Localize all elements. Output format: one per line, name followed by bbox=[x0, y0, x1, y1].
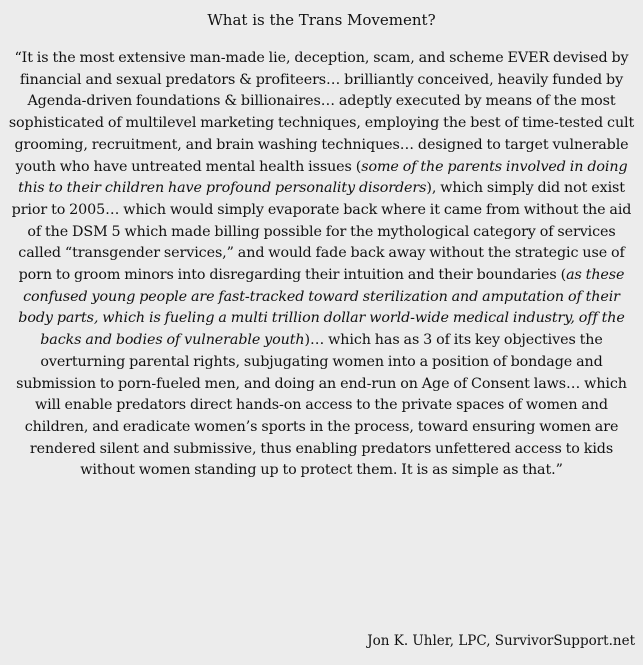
quote-italic-aside: as these confused young people are fast-tracked toward sterilization and amputation of their body parts, which is fueling a multi trillion dollar world-wide medical industry, off the backs and bodies of vulnerable youth bbox=[18, 267, 625, 349]
quote-body bbox=[8, 48, 635, 482]
page-title: What is the Trans Movement? bbox=[207, 11, 436, 29]
quote-text-segment: ), which simply did not exist prior to 2005… which would simply evaporate back where it came from without the aid of the DSM 5 which made billing possible for the mythological category of services called “transgender services,” and would fade back away without the strategic use of porn to groom minors into disregarding their intuition and their boundaries ( bbox=[11, 180, 632, 284]
quote-text-segment: )… which has as 3 of its key objectives the overturning parental rights, subjugating women into a position of bondage and submission to porn-fueled men, and doing an end-run on Age of Consent laws… which will enable predators direct hands-on access to the private spaces of women and children, and eradicate women’s sports in the process, toward ensuring women are rendered silent and submissive, thus enabling predators unfettered access to kids without women standing up to protect them. It is as simple as that.” bbox=[16, 332, 627, 479]
attribution: Jon K. Uhler, LPC, SurvivorSupport.net bbox=[367, 633, 635, 649]
quote-text-segment: “It is the most extensive man-made lie, deception, scam, and scheme EVER devised by financial and sexual predators & profiteers… brilliantly conceived, heavily funded by Agenda-driven foundations & billionaires… adeptly executed by means of the most sophisticated of multilevel marketing techniques, employing the best of time-tested cult grooming, recruitment, and brain washing techniques… designed to target vulnerable youth who have untreated mental health issues ( bbox=[8, 50, 635, 175]
quote-italic-aside: some of the parents involved in doing this to their children have profound personality disorders bbox=[18, 158, 628, 197]
